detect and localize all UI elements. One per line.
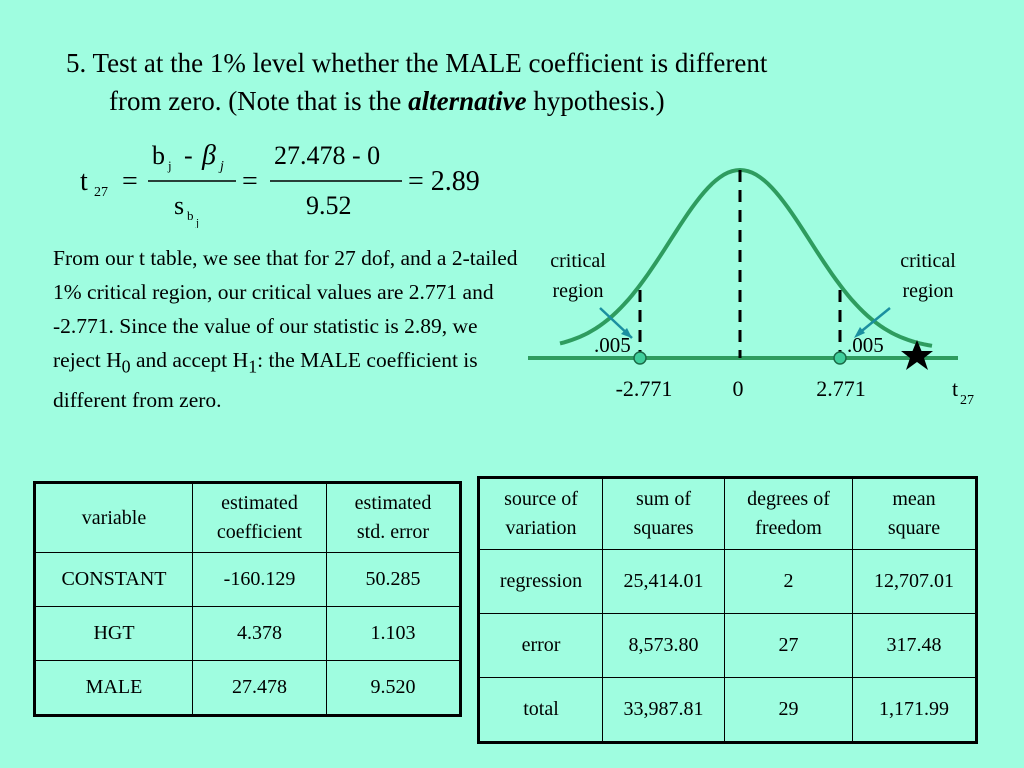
table-cell: 29 — [725, 678, 853, 743]
header-source-of-variation: source of variation — [479, 478, 603, 550]
formula-t-subscript: 27 — [94, 185, 108, 200]
table-row — [35, 607, 461, 661]
h0-subscript: 0 — [121, 356, 131, 377]
left-critical-point — [634, 352, 646, 364]
header-sum-of-squares: sum of squares — [603, 478, 725, 550]
left-area-label: .005 — [594, 333, 631, 357]
right-critical-label-2: region — [902, 280, 954, 302]
table-cell: -160.129 — [193, 553, 327, 607]
table-cell: 4.378 — [193, 607, 327, 661]
table-cell: 2 — [725, 550, 853, 614]
question-line-1: 5. Test at the 1% level whether the MALE coefficient is different — [66, 48, 768, 78]
right-critical-point — [834, 352, 846, 364]
table-cell: error — [479, 614, 603, 678]
table-cell: 27 — [725, 614, 853, 678]
table-row — [35, 661, 461, 716]
right-area-label: .005 — [847, 333, 884, 357]
question-text — [66, 44, 767, 120]
header-estimated-std-error: estimated std. error — [327, 483, 461, 553]
table-cell: 33,987.81 — [603, 678, 725, 743]
formula-numerator-b: b — [152, 141, 165, 170]
table-row — [479, 678, 977, 743]
table-row — [479, 550, 977, 614]
table-cell: MALE — [35, 661, 193, 716]
table-cell: CONSTANT — [35, 553, 193, 607]
axis-t-subscript: 27 — [960, 393, 974, 408]
tick-right-label: 2.771 — [816, 376, 866, 401]
t-distribution-diagram — [520, 150, 1020, 420]
header-estimated-coefficient: estimated coefficient — [193, 483, 327, 553]
left-critical-label-2: region — [552, 280, 604, 302]
tick-left-label: -2.771 — [615, 376, 673, 401]
formula-equals-1: = — [122, 166, 138, 197]
formula-denominator-value: 9.52 — [306, 191, 352, 220]
header-mean-square: mean square — [853, 478, 977, 550]
formula-beta-j: j — [220, 159, 224, 174]
left-critical-label-1: critical — [550, 250, 606, 272]
anova-table — [477, 476, 978, 744]
formula-minus: - — [184, 141, 193, 170]
table-cell: HGT — [35, 607, 193, 661]
formula-denominator-j: j — [196, 217, 200, 228]
formula-denominator-s: s — [174, 191, 185, 220]
h1-subscript: 1 — [248, 356, 258, 377]
table-cell: 1.103 — [327, 607, 461, 661]
header-variable: variable — [35, 483, 193, 553]
coefficient-table — [33, 481, 462, 717]
table-cell: 9.520 — [327, 661, 461, 716]
formula-denominator-b: b — [187, 208, 194, 223]
table-cell: 27.478 — [193, 661, 327, 716]
formula-beta: β — [202, 140, 216, 171]
table-row — [35, 553, 461, 607]
formula-numerator-value: 27.478 - 0 — [274, 141, 381, 170]
table-cell: 25,414.01 — [603, 550, 725, 614]
t-statistic-formula — [60, 138, 520, 228]
table-cell: 8,573.80 — [603, 614, 725, 678]
formula-result: = 2.89 — [408, 166, 480, 197]
formula-equals-2: = — [242, 166, 258, 197]
question-line-2: from zero. (Note that is the alternative hypothesis.) — [109, 86, 665, 116]
table-cell: 1,171.99 — [853, 678, 977, 743]
axis-t-label: t — [952, 376, 959, 401]
right-critical-label-1: critical — [900, 250, 956, 272]
table-cell: total — [479, 678, 603, 743]
formula-t: t — [80, 166, 88, 197]
table-row — [479, 614, 977, 678]
table-cell: 50.285 — [327, 553, 461, 607]
header-degrees-of-freedom: degrees of freedom — [725, 478, 853, 550]
emphasis-alternative: alternative — [408, 86, 527, 116]
formula-numerator-j: j — [168, 158, 172, 173]
coefficient-table-header-row — [35, 483, 461, 553]
table-cell: 12,707.01 — [853, 550, 977, 614]
anova-table-header-row — [479, 478, 977, 550]
table-cell: 317.48 — [853, 614, 977, 678]
explanation-paragraph: From our t table, we see that for 27 dof, and a 2-tailed 1% critical region, our critical values are 2.771 and -2.771. Since the value of our statistic is 2.89, we reject $H_0$ and accept $H_1$: the MALE coefficient is different from zero. — [53, 246, 518, 413]
tick-center-label: 0 — [732, 376, 744, 401]
table-cell: regression — [479, 550, 603, 614]
